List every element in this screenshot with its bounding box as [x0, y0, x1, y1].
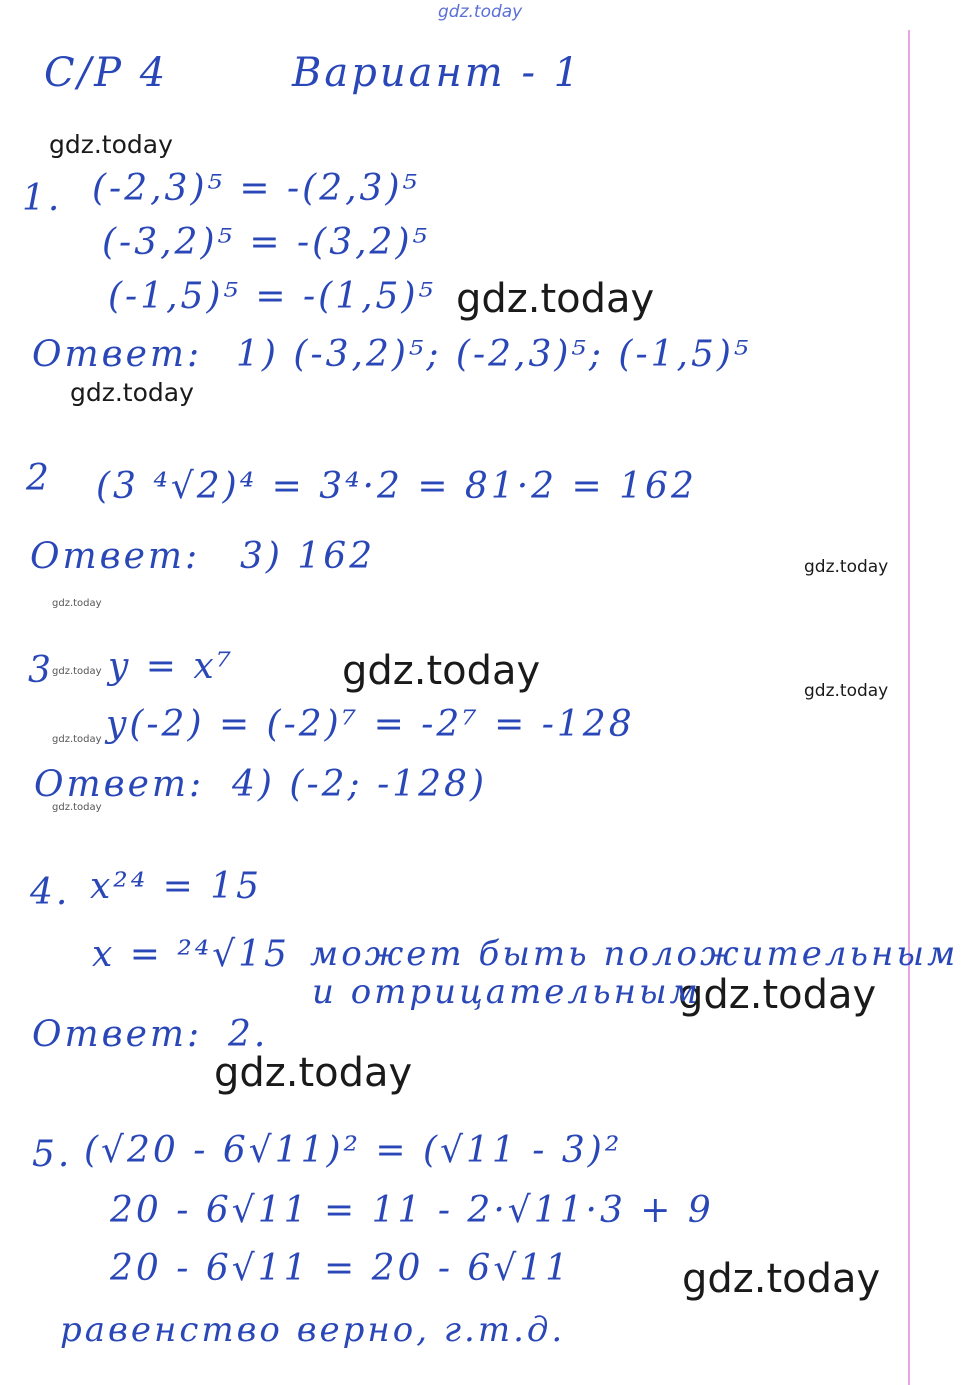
answer-label: Ответ:: [32, 334, 203, 375]
task-number: 3: [28, 650, 54, 691]
task-line: (√20 - 6√11)² = (√11 - 3)²: [84, 1130, 623, 1171]
task-line: y = x⁷: [108, 646, 235, 687]
watermark: gdz.today: [52, 802, 102, 813]
task-number: 1.: [22, 178, 63, 219]
watermark: gdz.today: [214, 1050, 413, 1096]
watermark: gdz.today: [49, 130, 173, 159]
watermark: gdz.today: [682, 1256, 881, 1302]
task-line: (-3,2)⁵ = -(3,2)⁵: [102, 222, 430, 263]
watermark: gdz.today: [52, 598, 102, 609]
answer-label: Ответ:: [32, 1014, 203, 1055]
watermark: gdz.today: [52, 666, 102, 677]
task-number: 5.: [32, 1134, 73, 1175]
watermark: gdz.today: [456, 276, 655, 322]
answer-label: Ответ:: [34, 764, 205, 805]
answer-label: Ответ:: [30, 536, 201, 577]
answer-value: 4) (-2; -128): [232, 764, 487, 805]
watermark: gdz.today: [804, 681, 889, 701]
watermark: gdz.today: [52, 734, 102, 745]
answer-value: 2.: [228, 1014, 269, 1055]
task-line: x²⁴ = 15: [90, 866, 263, 907]
task-number: 4.: [30, 872, 71, 913]
task-line: (-2,3)⁵ = -(2,3)⁵: [92, 168, 420, 209]
work-title: С/Р 4: [44, 50, 169, 96]
watermark: gdz.today: [342, 648, 541, 694]
task-line: 20 - 6√11 = 20 - 6√11: [110, 1248, 572, 1289]
task-line: 20 - 6√11 = 11 - 2·√11·3 + 9: [110, 1190, 714, 1231]
watermark-top: gdz.today: [438, 2, 523, 22]
task-note: и отрицательным: [312, 972, 701, 1012]
watermark: gdz.today: [804, 557, 889, 577]
task-note: может быть положительным: [310, 934, 959, 974]
variant-title: Вариант - 1: [292, 50, 583, 96]
task-line: y(-2) = (-2)⁷ = -2⁷ = -128: [106, 704, 635, 745]
task-number: 2: [26, 458, 52, 499]
task-line: x = ²⁴√15: [92, 934, 290, 975]
task-line: (-1,5)⁵ = -(1,5)⁵: [108, 276, 436, 317]
watermark: gdz.today: [678, 972, 877, 1018]
task-line: (3 ⁴√2)⁴ = 3⁴·2 = 81·2 = 162: [96, 466, 697, 507]
answer-value: 3) 162: [240, 536, 376, 577]
answer-value: 1) (-3,2)⁵; (-2,3)⁵; (-1,5)⁵: [236, 334, 752, 375]
watermark: gdz.today: [70, 378, 194, 407]
task-conclusion: равенство верно, г.т.д.: [60, 1310, 566, 1350]
margin-line: [908, 30, 910, 1385]
